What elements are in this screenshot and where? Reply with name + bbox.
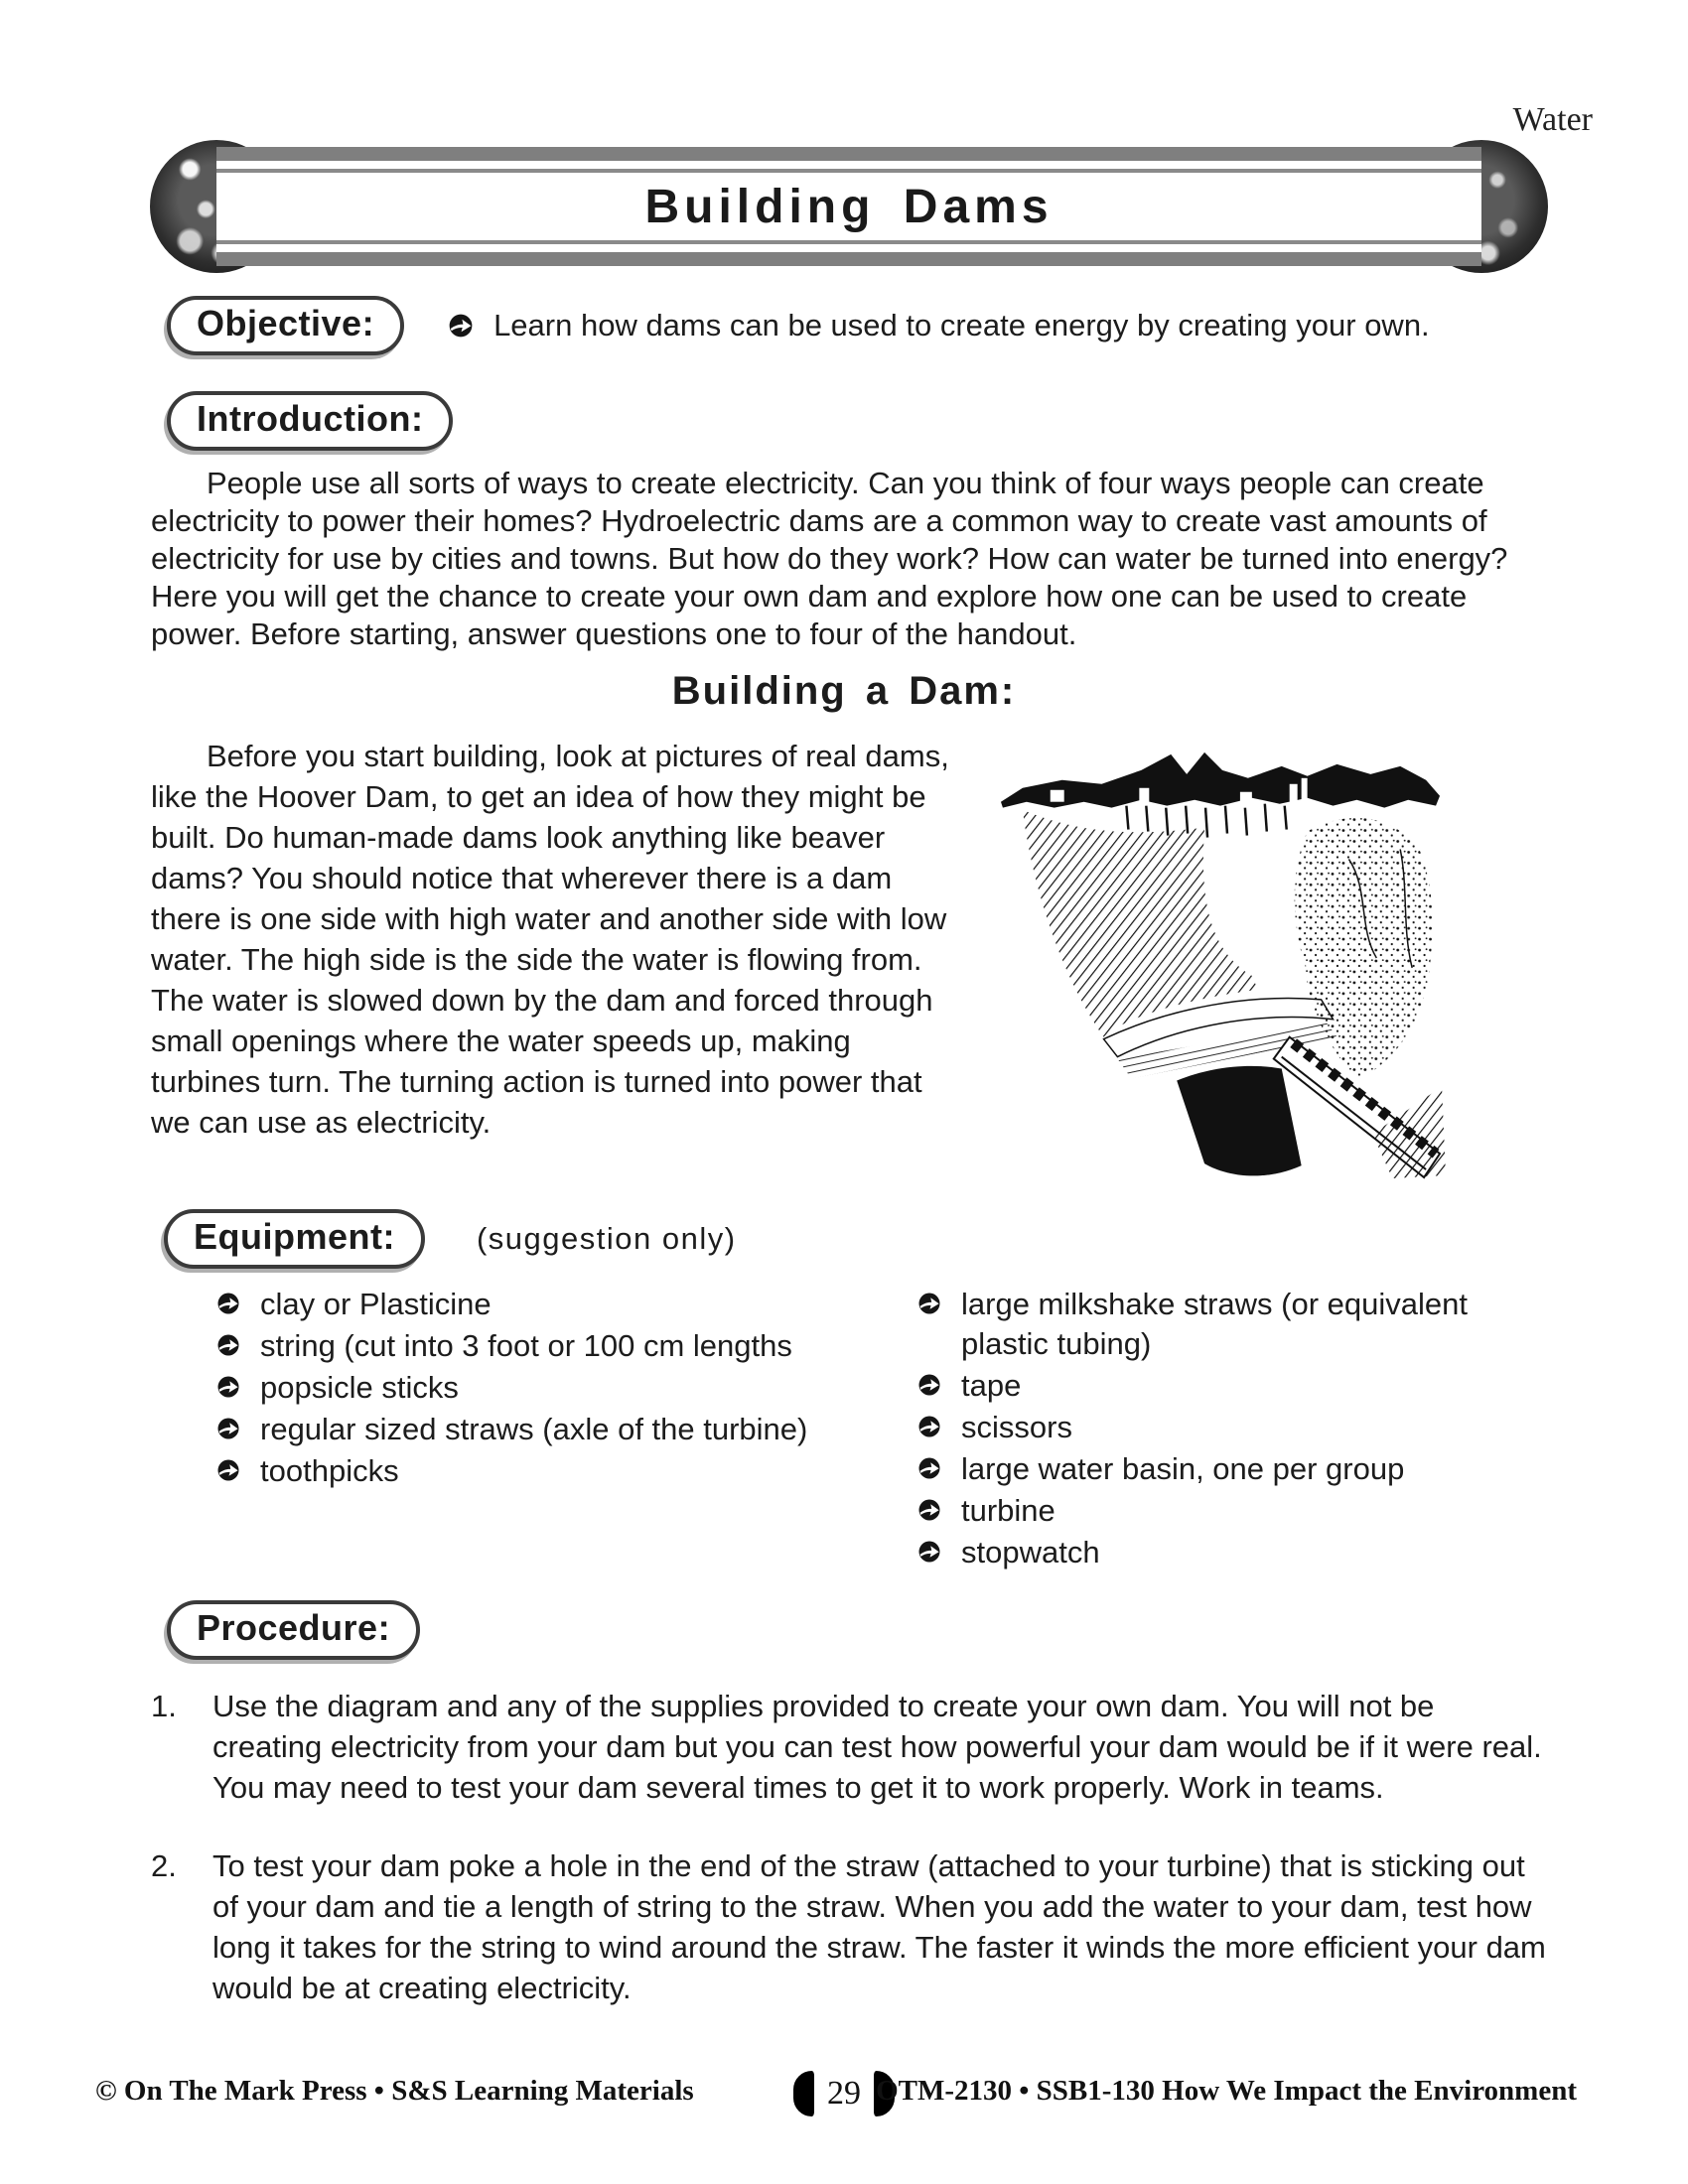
page-number-left-ornament	[793, 2071, 814, 2116]
circle-arrow-bullet-icon	[216, 1333, 240, 1357]
footer-publisher: © On The Mark Press • S&S Learning Materials	[95, 2075, 694, 2107]
equipment-item	[216, 1451, 862, 1491]
unit-corner-label: Water	[1512, 101, 1593, 138]
circle-arrow-bullet-icon	[216, 1375, 240, 1399]
circle-arrow-bullet-icon	[448, 313, 474, 339]
footer-catalog: OTM-2130 • SSB1-130 How We Impact the Environment	[876, 2075, 1577, 2107]
title-banner	[151, 147, 1547, 266]
equipment-lists	[216, 1285, 1547, 1574]
equipment-item	[917, 1491, 1545, 1531]
equipment-item	[917, 1366, 1545, 1406]
circle-arrow-bullet-icon	[917, 1415, 941, 1438]
procedure-steps	[0, 1686, 1688, 2008]
equipment-item	[216, 1285, 862, 1324]
introduction-paragraph: People use all sorts of ways to create electricity. Can you think of four ways people can create electricity to power their homes? Hydroelectric dams are a common way to create vast amounts of electricity for use by cities and towns. But how do they work? How can water be turned into energy? Here you will get the chance to create your own dam and explore how one can be used to create power. Before starting, answer questions one to four of the handout.	[151, 466, 1508, 651]
equipment-item-label: tape	[961, 1368, 1022, 1403]
banner-bar	[216, 147, 1481, 161]
equipment-item	[216, 1368, 862, 1408]
equipment-item	[216, 1326, 862, 1366]
equipment-section-header	[164, 1209, 1688, 1269]
objective-section	[167, 296, 1547, 355]
equipment-item	[917, 1285, 1545, 1364]
building-paragraph: Before you start building, look at pictures of real dams, like the Hoover Dam, to get an idea of how they might be built. Do human-made dams look anything like beaver dams? You should notice that wherever there is a dam there is one side with high water and another side with low water. The high side is the side the water is flowing from. The water is slowed down by the dam and forced through small openings where the water speeds up, making turbines turn. The turning action is turned into power that we can use as electricity.	[151, 739, 949, 1140]
procedure-step	[151, 1686, 1547, 1808]
circle-arrow-bullet-icon	[917, 1498, 941, 1522]
equipment-note: (suggestion only)	[476, 1221, 737, 1256]
equipment-item	[216, 1410, 862, 1449]
circle-arrow-bullet-icon	[917, 1373, 941, 1397]
equipment-item-label: scissors	[961, 1410, 1072, 1444]
equipment-item-label: toothpicks	[260, 1453, 399, 1488]
dam-illustration	[993, 740, 1448, 1181]
procedure-heading: Procedure:	[167, 1600, 420, 1660]
step-text: To test your dam poke a hole in the end of the straw (attached to your turbine) that is sticking out of your dam and tie a length of string to the straw. When you add the water to your dam, test how long it takes for the string to wind around the straw. The faster it winds the more efficient your dam would be at creating electricity.	[212, 1848, 1546, 2005]
equipment-item	[917, 1408, 1545, 1447]
building-a-dam-heading: Building a Dam:	[671, 669, 1017, 713]
equipment-item	[917, 1449, 1545, 1489]
page-number: 29	[827, 2075, 861, 2112]
equipment-item-label: large milkshake straws (or equivalent plastic tubing)	[961, 1287, 1468, 1361]
objective-heading: Objective:	[167, 296, 404, 355]
circle-arrow-bullet-icon	[917, 1456, 941, 1480]
equipment-item	[917, 1533, 1545, 1572]
circle-arrow-bullet-icon	[216, 1458, 240, 1482]
equipment-heading: Equipment:	[164, 1209, 425, 1269]
step-number: 1.	[151, 1689, 177, 1723]
step-number: 2.	[151, 1848, 177, 1883]
building-section	[151, 736, 1547, 1181]
circle-arrow-bullet-icon	[917, 1540, 941, 1564]
equipment-list-left	[216, 1285, 862, 1574]
page-footer	[0, 2071, 1688, 2130]
page-title: Building Dams	[644, 180, 1054, 233]
circle-arrow-bullet-icon	[216, 1417, 240, 1440]
circle-arrow-bullet-icon	[216, 1292, 240, 1315]
banner-bar	[216, 252, 1481, 266]
equipment-item-label: turbine	[961, 1493, 1055, 1528]
procedure-step	[151, 1845, 1547, 2008]
equipment-item-label: string (cut into 3 foot or 100 cm lengths	[260, 1328, 792, 1363]
equipment-item-label: popsicle sticks	[260, 1370, 459, 1405]
equipment-item-label: stopwatch	[961, 1535, 1100, 1570]
circle-arrow-bullet-icon	[917, 1292, 941, 1315]
equipment-item-label: large water basin, one per group	[961, 1451, 1405, 1486]
title-banner-core	[216, 147, 1481, 266]
equipment-item-label: clay or Plasticine	[260, 1287, 492, 1321]
step-text: Use the diagram and any of the supplies provided to create your own dam. You will not be creating electricity from your dam but you can test how powerful your dam would be if it were real. You may need to test your dam several times to get it to work properly. Work in teams.	[212, 1689, 1542, 1805]
objective-text: Learn how dams can be used to create energy by creating your own.	[493, 308, 1430, 342]
introduction-heading: Introduction:	[167, 391, 453, 451]
equipment-item-label: regular sized straws (axle of the turbine)	[260, 1412, 808, 1446]
equipment-list-right	[917, 1285, 1545, 1574]
